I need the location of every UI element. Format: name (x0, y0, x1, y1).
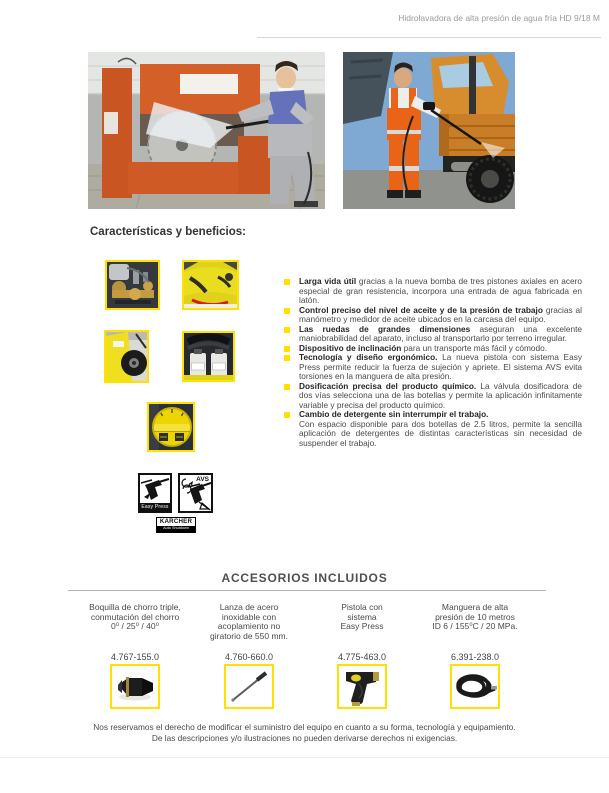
accessory-part-number: 4.767-155.0 (110, 652, 160, 662)
hose-illustration (452, 666, 498, 707)
avs-badge (178, 473, 213, 513)
features-heading: Características y beneficios: (90, 226, 246, 238)
accessory-image-gun (337, 664, 387, 709)
feature-bold-lead: Larga vida útil (299, 276, 357, 286)
avs-label: AVS (196, 476, 209, 483)
accessory-name: Lanza de acero inoxidable con acoplamiento no giratorio de 550 mm. (210, 602, 288, 642)
nozzle-illustration (112, 666, 158, 707)
dial-closeup-illustration (149, 404, 193, 450)
feature-body-text: La nueva pistola con sistema Easy Press permite reducir la fuerza de sujeción y apriete. El sistema AVS evita torsiones en la manguera de alta presión. (299, 352, 582, 381)
feature-bullet-text (299, 382, 582, 411)
bullet-square-icon (284, 412, 290, 418)
accessory-image-hose (450, 664, 500, 709)
feature-bullet (284, 277, 582, 306)
footer-disclaimer (0, 722, 609, 743)
karcher-logo (156, 517, 196, 533)
karcher-logo-text: KÄRCHER (157, 518, 195, 526)
accessory-part-number: 6.391-238.0 (450, 652, 500, 662)
detail-image-wheel (104, 330, 149, 383)
footer-disclaimer-line1: Nos reservamos el derecho de modificar el suministro del equipo en cuanto a su forma, tecnología y equipamiento. (93, 722, 516, 732)
feature-bullet-text (299, 353, 582, 382)
bullet-square-icon (284, 346, 290, 352)
feature-body-text: La válvula dosificadora de dos vías selecciona una de las botellas y permite la aplicación infinitamente variable y precisa del producto químico. (299, 380, 582, 410)
feature-bullet (284, 306, 582, 325)
accessory-part-number: 4.775-463.0 (337, 652, 387, 662)
feature-bold-lead: Dosificación precisa del producto químico. (299, 380, 477, 391)
feature-body-text: aseguran una excelente maniobrabilidad del aparato, incluso al transportarlo por terreno irregular. (299, 323, 583, 343)
accessory-name: Manguera de alta presión de 10 metros ID 6 / 155⁰C / 20 MPa. (432, 602, 518, 632)
bullet-square-icon (284, 355, 290, 361)
karcher-logo-subtext: Auto Shutdown (157, 526, 195, 532)
feature-bold-lead: Tecnología y diseño ergonómico. (299, 352, 438, 362)
detail-image-dosing-dial (147, 402, 195, 452)
feature-body-text: gracias a la nueva bomba de tres pistones axiales en acero especial de gran resistencia, incorpora una entrada de agua fabricada en latón. (299, 276, 583, 305)
saw-cleaning-illustration (88, 52, 325, 209)
feature-bold-lead: Las ruedas de grandes dimensiones (299, 323, 471, 334)
footer-disclaimer-line2: De las descripciones y/o ilustraciones no pueden derivarse derechos ni exigencias. (151, 732, 458, 743)
easy-press-gun-icon (140, 475, 170, 503)
detail-image-pump (105, 260, 160, 310)
gun-illustration (339, 666, 385, 707)
photo-saw-cleaning (88, 52, 325, 209)
page-title: Hidrolavadora de alta presión de agua fría HD 9/18 M (398, 13, 600, 23)
feature-body-text: gracias al manómetro y medidor de aceite ubicados en la carcasa del equipo. (299, 304, 582, 324)
accessory-part-number: 4.760-660.0 (224, 652, 274, 662)
pump-closeup-illustration (107, 262, 158, 308)
feature-bullet (284, 410, 582, 448)
feature-bullet-list (284, 277, 582, 448)
feature-bold-lead: Control preciso del nivel de aceite y de la presión de trabajo (299, 304, 543, 315)
bullet-square-icon (284, 384, 290, 390)
feature-bullet (284, 353, 582, 382)
feature-bullet-text (299, 325, 582, 344)
photo-truck-cleaning (343, 52, 515, 209)
feature-body-text: Con espacio disponible para dos botellas de 2.5 litros, permite la sencilla aplicación de detergentes de distintas características sin necesidad de suspender el trabajo. (299, 418, 582, 448)
detail-image-detergent-bottles (182, 331, 235, 382)
feature-bullet (284, 382, 582, 411)
hood-closeup-illustration (184, 262, 237, 308)
header-divider (257, 37, 601, 38)
feature-bold-lead: Dispositivo de inclinación (299, 342, 402, 353)
detail-image-hood (182, 260, 239, 310)
feature-bullet-text (299, 410, 582, 448)
feature-bullet-text (299, 306, 582, 325)
lance-illustration (226, 666, 272, 707)
feature-bullet-text (299, 277, 582, 306)
accessories-divider (68, 590, 546, 591)
footer-divider (0, 757, 609, 758)
bullet-square-icon (284, 279, 290, 285)
wheel-closeup-illustration (106, 332, 147, 381)
accessory-name: Pistola con sistema Easy Press (340, 602, 384, 632)
accessory-image-lance (224, 664, 274, 709)
accessories-heading: ACCESORIOS INCLUIDOS (221, 571, 388, 585)
accessory-name: Boquilla de chorro triple, conmutación del chorro 0⁰ / 25⁰ / 40⁰ (89, 602, 181, 632)
feature-bullet (284, 325, 582, 344)
bottles-closeup-illustration (184, 333, 233, 380)
easy-press-label: Easy Press (141, 504, 169, 510)
bullet-square-icon (284, 327, 290, 333)
easy-press-badge (138, 473, 172, 513)
feature-body-text: para un transporte más fácil y cómodo. (401, 342, 548, 353)
truck-cleaning-illustration (343, 52, 515, 209)
bullet-square-icon (284, 308, 290, 314)
feature-bold-lead: Cambio de detergente sin interrumpir el trabajo. (299, 409, 489, 419)
accessory-image-nozzle (110, 664, 160, 709)
